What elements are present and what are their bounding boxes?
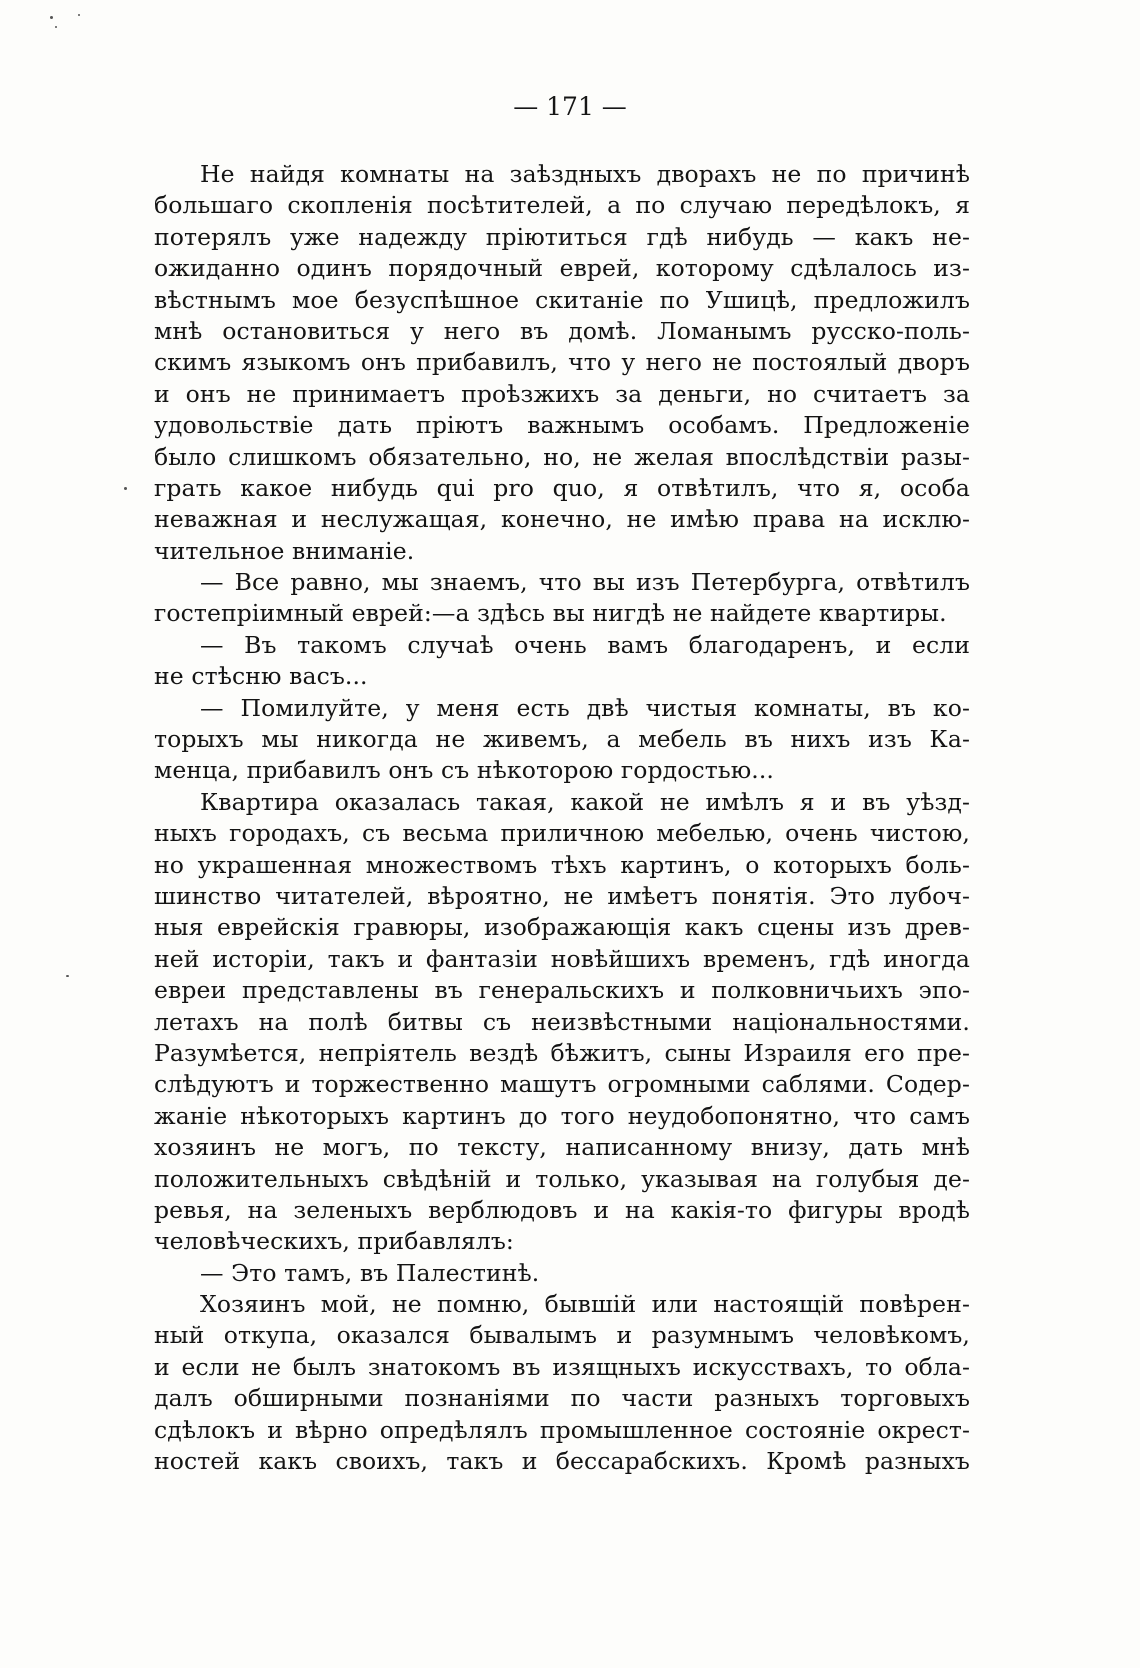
text-line: Квартира оказалась такая, какой не имѣлъ я и въ уѣзд-: [200, 787, 970, 816]
text-line: не стѣсню васъ...: [154, 662, 368, 691]
text-line: и если не былъ знатокомъ въ изящныхъ искусствахъ, то обла-: [154, 1352, 970, 1381]
body-text: [154, 159, 970, 1477]
text-line: жаніе нѣкоторыхъ картинъ до того неудобопонятно, что самъ: [154, 1101, 970, 1130]
text-line: потерялъ уже надежду пріютиться гдѣ нибудь — какъ не-: [154, 222, 970, 251]
text-line: было слишкомъ обязательно, но, не желая впослѣдствіи разы-: [154, 442, 970, 471]
text-line: удовольствіе дать пріютъ важнымъ особамъ. Предложеніе: [154, 411, 970, 440]
scan-speck: [78, 14, 80, 16]
text-line: ныхъ городахъ, съ весьма приличною мебелью, очень чистою,: [154, 819, 970, 848]
text-line: ностей какъ своихъ, такъ и бессарабскихъ. Кромѣ разныхъ: [154, 1447, 970, 1476]
text-line: ней исторіи, такъ и фантазіи новѣйшихъ временъ, гдѣ иногда: [154, 944, 970, 973]
text-line: торыхъ мы никогда не живемъ, а мебель въ нихъ изъ Ка-: [154, 725, 970, 754]
text-line: положительныхъ свѣдѣній и только, указывая на голубыя де-: [154, 1164, 970, 1193]
scan-speck: [50, 16, 53, 19]
text-line: — Въ такомъ случаѣ очень вамъ благодаренъ, и если: [200, 630, 970, 659]
text-line: чительное вниманіе.: [154, 536, 415, 565]
text-line: летахъ на полѣ битвы съ неизвѣстными національностями.: [154, 1007, 970, 1036]
scan-speck: [55, 26, 57, 28]
text-line: и онъ не принимаетъ проѣзжихъ за деньги, но считаетъ за: [154, 379, 970, 408]
text-line: Разумѣется, непріятель вездѣ бѣжитъ, сыны Израиля его пре-: [154, 1038, 970, 1067]
text-line: неважная и неслужащая, конечно, не имѣю права на исклю-: [154, 505, 970, 534]
text-line: хозяинъ не могъ, по тексту, написанному внизу, дать мнѣ: [154, 1133, 970, 1162]
text-line: — Все равно, мы знаемъ, что вы изъ Петербурга, отвѣтилъ: [200, 568, 970, 597]
text-line: ревья, на зеленыхъ верблюдовъ и на какія-то фигуры вродѣ: [154, 1195, 970, 1224]
text-line: но украшенная множествомъ тѣхъ картинъ, о которыхъ боль-: [154, 850, 970, 879]
text-line: скимъ языкомъ онъ прибавилъ, что у него не постоялый дворъ: [154, 348, 970, 377]
text-line: — Помилуйте, у меня есть двѣ чистыя комнаты, въ ко-: [200, 693, 970, 722]
text-line: большаго скопленія посѣтителей, а по случаю передѣлокъ, я: [154, 191, 970, 220]
text-line: ный откупа, оказался бывалымъ и разумнымъ человѣкомъ,: [154, 1321, 970, 1350]
text-line: шинство читателей, вѣроятно, не имѣетъ понятія. Это лубоч-: [154, 881, 970, 910]
page-number: — 171 —: [513, 92, 627, 121]
text-line: Не найдя комнаты на заѣздныхъ дворахъ не по причинѣ: [200, 160, 970, 188]
text-line: ожиданно одинъ порядочный еврей, которому сдѣлалось из-: [154, 254, 970, 283]
scan-speck: [124, 487, 127, 490]
text-line: — Это тамъ, въ Палестинѣ.: [200, 1258, 540, 1287]
text-line: менца, прибавилъ онъ съ нѣкоторою гордостью...: [154, 756, 774, 785]
text-line: гостепріимный еврей:—а здѣсь вы нигдѣ не найдете квартиры.: [154, 599, 947, 628]
text-line: ныя еврейскія гравюры, изображающія какъ сцены изъ древ-: [154, 913, 970, 942]
text-line: человѣческихъ, прибавлялъ:: [154, 1227, 514, 1256]
text-line: далъ обширными познаніями по части разныхъ торговыхъ: [154, 1384, 970, 1413]
text-line: мнѣ остановиться у него въ домѣ. Ломанымъ русско-поль-: [154, 316, 970, 345]
text-line: сдѣлокъ и вѣрно опредѣлялъ промышленное состояніе окрест-: [154, 1415, 970, 1444]
text-line: Хозяинъ мой, не помню, бывшій или настоящій повѣрен-: [200, 1290, 970, 1319]
scan-speck: [66, 975, 69, 977]
text-line: грать какое нибудь qui pro quo, я отвѣтилъ, что я, особа: [154, 473, 970, 502]
text-line: евреи представлены въ генеральскихъ и полковничьихъ эпо-: [154, 976, 970, 1005]
text-line: слѣдуютъ и торжественно машутъ огромными саблями. Содер-: [154, 1070, 970, 1099]
text-line: вѣстнымъ мое безуспѣшное скитаніе по Ушицѣ, предложилъ: [154, 285, 970, 314]
